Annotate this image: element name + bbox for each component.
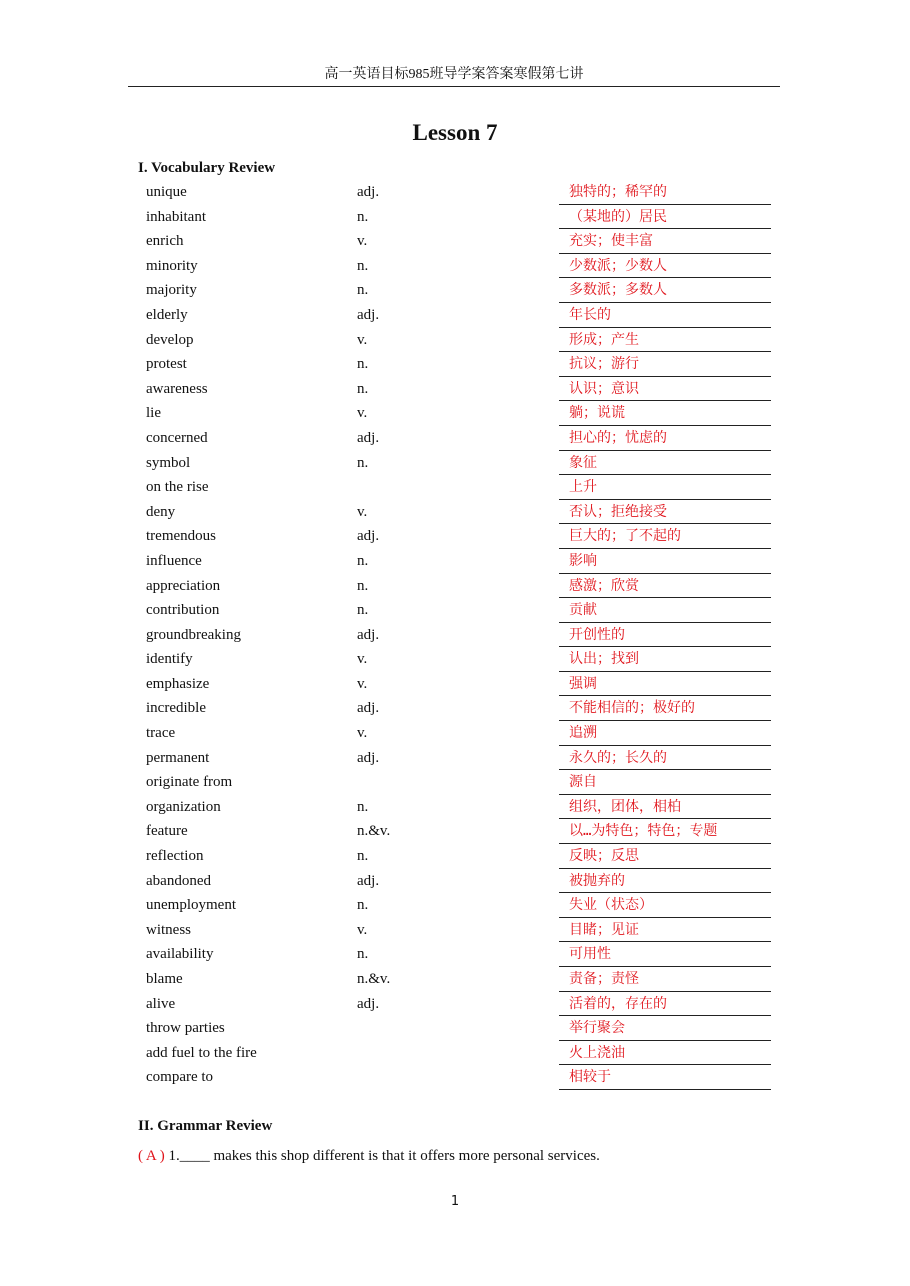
vocab-word: abandoned: [146, 872, 211, 889]
vocab-meaning: 永久的；长久的: [559, 747, 771, 771]
vocab-meaning: 象征: [559, 452, 771, 476]
vocab-row: [146, 378, 776, 403]
vocab-word: feature: [146, 823, 188, 840]
vocab-word: tremendous: [146, 528, 216, 545]
vocab-meaning: 被抛弃的: [559, 870, 771, 894]
vocab-row: [146, 894, 776, 919]
header-text: 高一英语目标985班导学案答案寒假第七讲: [324, 67, 584, 82]
vocab-word: originate from: [146, 774, 233, 791]
vocab-meaning: 源自: [559, 771, 771, 795]
vocab-pos: n.: [357, 282, 369, 299]
grammar-section-title: . Grammar Review: [149, 1118, 273, 1134]
vocab-row: [146, 943, 776, 968]
vocab-pos: n.: [357, 552, 369, 569]
vocab-row: [146, 329, 776, 354]
vocab-pos: n.&v.: [357, 971, 391, 987]
vocab-word: inhabitant: [146, 208, 206, 225]
vocab-word: add fuel to the fire: [146, 1044, 257, 1061]
vocab-meaning: 多数派；多数人: [559, 279, 771, 303]
vocab-word: organization: [146, 798, 221, 815]
vocab-meaning: 举行聚会: [559, 1017, 771, 1041]
vocab-row: [146, 476, 776, 501]
vocab-pos: adj.: [357, 626, 380, 643]
vocab-word: groundbreaking: [146, 626, 241, 643]
vocab-word: minority: [146, 257, 198, 274]
vocab-word: deny: [146, 503, 176, 520]
vocab-pos: adj.: [357, 429, 380, 446]
vocab-pos: adj.: [357, 306, 380, 323]
vocab-word: availability: [146, 946, 214, 963]
vocabulary-table: [146, 181, 776, 1091]
vocab-meaning: 少数派；少数人: [559, 255, 771, 279]
vocab-word: enrich: [146, 233, 184, 250]
vocab-word: concerned: [146, 429, 208, 446]
vocab-meaning: 反映；反思: [559, 845, 771, 869]
vocab-meaning: 认出；找到: [559, 648, 771, 672]
vocab-pos: n.&v.: [357, 823, 391, 840]
vocab-pos: adj.: [357, 184, 380, 200]
vocab-meaning: 强调: [559, 673, 771, 697]
vocab-row: [146, 1042, 776, 1067]
vocab-meaning: 形成；产生: [559, 329, 771, 353]
vocab-word: develop: [146, 331, 194, 348]
vocab-row: [146, 181, 776, 206]
vocab-pos: n.: [357, 380, 369, 397]
vocab-row: [146, 525, 776, 550]
vocab-word: witness: [146, 921, 191, 938]
vocab-word: identify: [146, 651, 193, 668]
vocab-pos: v.: [357, 651, 368, 668]
vocab-word: protest: [146, 356, 187, 373]
vocab-row: [146, 796, 776, 821]
question-text: 1.____ makes this shop different is that it offers more personal services.: [168, 1148, 600, 1164]
vocab-row: [146, 402, 776, 427]
vocab-pos: v.: [357, 921, 368, 938]
vocab-word: awareness: [146, 380, 208, 397]
vocab-meaning: 目睹；见证: [559, 919, 771, 943]
vocab-word: on the rise: [146, 479, 209, 496]
vocab-row: [146, 279, 776, 304]
vocab-pos: n.: [357, 356, 369, 373]
vocab-pos: n.: [357, 798, 369, 815]
vocab-meaning: 组织，团体，相柏: [559, 796, 771, 820]
vocab-word: unique: [146, 184, 187, 200]
vocab-row: [146, 845, 776, 870]
page-number: 1: [450, 1194, 460, 1209]
vocab-row: [146, 993, 776, 1018]
vocab-meaning: 火上浇油: [559, 1042, 771, 1066]
vocab-row: [146, 427, 776, 452]
vocab-word: contribution: [146, 602, 220, 619]
vocab-row: [146, 919, 776, 944]
vocab-meaning: 抗议；游行: [559, 353, 771, 377]
vocab-meaning: 躺；说谎: [559, 402, 771, 426]
vocab-pos: n.: [357, 897, 369, 914]
question-paren-close: ): [155, 1148, 169, 1164]
vocab-row: [146, 870, 776, 895]
grammar-question-1: [138, 1148, 600, 1165]
vocab-section-numeral: I: [138, 160, 144, 176]
vocab-row: [146, 1066, 776, 1091]
question-paren-open: (: [138, 1148, 146, 1164]
vocab-row: [146, 624, 776, 649]
vocab-meaning: （某地的）居民: [559, 206, 771, 230]
vocab-pos: n.: [357, 602, 369, 619]
vocab-meaning: 可用性: [559, 943, 771, 967]
vocab-meaning: 巨大的；了不起的: [559, 525, 771, 549]
vocab-row: [146, 501, 776, 526]
vocab-pos: n.: [357, 848, 369, 865]
vocab-row: [146, 648, 776, 673]
vocab-row: [146, 452, 776, 477]
vocab-row: [146, 255, 776, 280]
vocab-meaning: 担心的；忧虑的: [559, 427, 771, 451]
vocab-row: [146, 968, 776, 993]
vocab-row: [146, 230, 776, 255]
vocab-word: throw parties: [146, 1020, 225, 1037]
vocab-pos: n.: [357, 208, 369, 225]
vocab-pos: adj.: [357, 872, 380, 889]
vocab-meaning: 活着的，存在的: [559, 993, 771, 1017]
vocab-pos: adj.: [357, 749, 380, 766]
vocab-word: emphasize: [146, 675, 210, 692]
vocab-word: influence: [146, 552, 202, 569]
vocab-meaning: 否认；拒绝接受: [559, 501, 771, 525]
vocab-section-heading: [138, 160, 275, 177]
vocab-meaning: 不能相信的；极好的: [559, 697, 771, 721]
vocab-word: unemployment: [146, 897, 236, 914]
vocab-pos: n.: [357, 577, 369, 594]
vocab-word: elderly: [146, 306, 188, 323]
vocab-pos: v.: [357, 675, 368, 692]
vocab-word: symbol: [146, 454, 191, 471]
vocab-word: trace: [146, 725, 176, 742]
vocab-pos: v.: [357, 405, 368, 422]
vocab-row: [146, 722, 776, 747]
vocab-word: appreciation: [146, 577, 221, 594]
vocab-pos: n.: [357, 946, 369, 963]
vocab-pos: v.: [357, 233, 368, 250]
vocab-pos: n.: [357, 454, 369, 471]
vocab-meaning: 贡献: [559, 599, 771, 623]
vocab-meaning: 以…为特色；特色；专题: [559, 820, 771, 844]
vocab-row: [146, 673, 776, 698]
vocab-row: [146, 575, 776, 600]
vocab-row: [146, 304, 776, 329]
vocab-meaning: 开创性的: [559, 624, 771, 648]
vocab-meaning: 独特的；稀罕的: [559, 181, 771, 205]
vocab-meaning: 上升: [559, 476, 771, 500]
vocab-pos: v.: [357, 331, 368, 348]
vocab-pos: adj.: [357, 995, 380, 1012]
page-title: Lesson 7: [412, 120, 498, 145]
vocab-meaning: 相较于: [559, 1066, 771, 1090]
vocab-pos: adj.: [357, 700, 380, 717]
grammar-section-numeral: II: [138, 1118, 150, 1134]
vocab-meaning: 责备；责怪: [559, 968, 771, 992]
vocab-row: [146, 771, 776, 796]
vocab-meaning: 年长的: [559, 304, 771, 328]
vocab-row: [146, 1017, 776, 1042]
vocab-pos: adj.: [357, 528, 380, 545]
vocab-word: reflection: [146, 848, 204, 865]
grammar-section-heading: [138, 1118, 272, 1135]
vocab-meaning: 感激；欣赏: [559, 575, 771, 599]
vocab-word: compare to: [146, 1069, 214, 1086]
vocab-row: [146, 353, 776, 378]
vocab-section-title: . Vocabulary Review: [143, 160, 276, 176]
vocab-row: [146, 747, 776, 772]
vocab-word: alive: [146, 995, 176, 1012]
vocab-meaning: 充实；使丰富: [559, 230, 771, 254]
vocab-word: permanent: [146, 749, 210, 766]
vocab-word: lie: [146, 405, 161, 422]
vocab-meaning: 失业（状态）: [559, 894, 771, 918]
vocab-meaning: 认识；意识: [559, 378, 771, 402]
vocab-word: blame: [146, 971, 183, 987]
vocab-pos: v.: [357, 725, 368, 742]
vocab-word: incredible: [146, 700, 206, 717]
vocab-word: majority: [146, 282, 197, 299]
vocab-meaning: 追溯: [559, 722, 771, 746]
vocab-meaning: 影响: [559, 550, 771, 574]
vocab-pos: v.: [357, 503, 368, 520]
vocab-row: [146, 820, 776, 845]
question-answer: A: [145, 1148, 156, 1164]
vocab-pos: n.: [357, 257, 369, 274]
vocab-row: [146, 206, 776, 231]
vocab-row: [146, 550, 776, 575]
page-header: [128, 64, 780, 87]
vocab-row: [146, 697, 776, 722]
vocab-row: [146, 599, 776, 624]
